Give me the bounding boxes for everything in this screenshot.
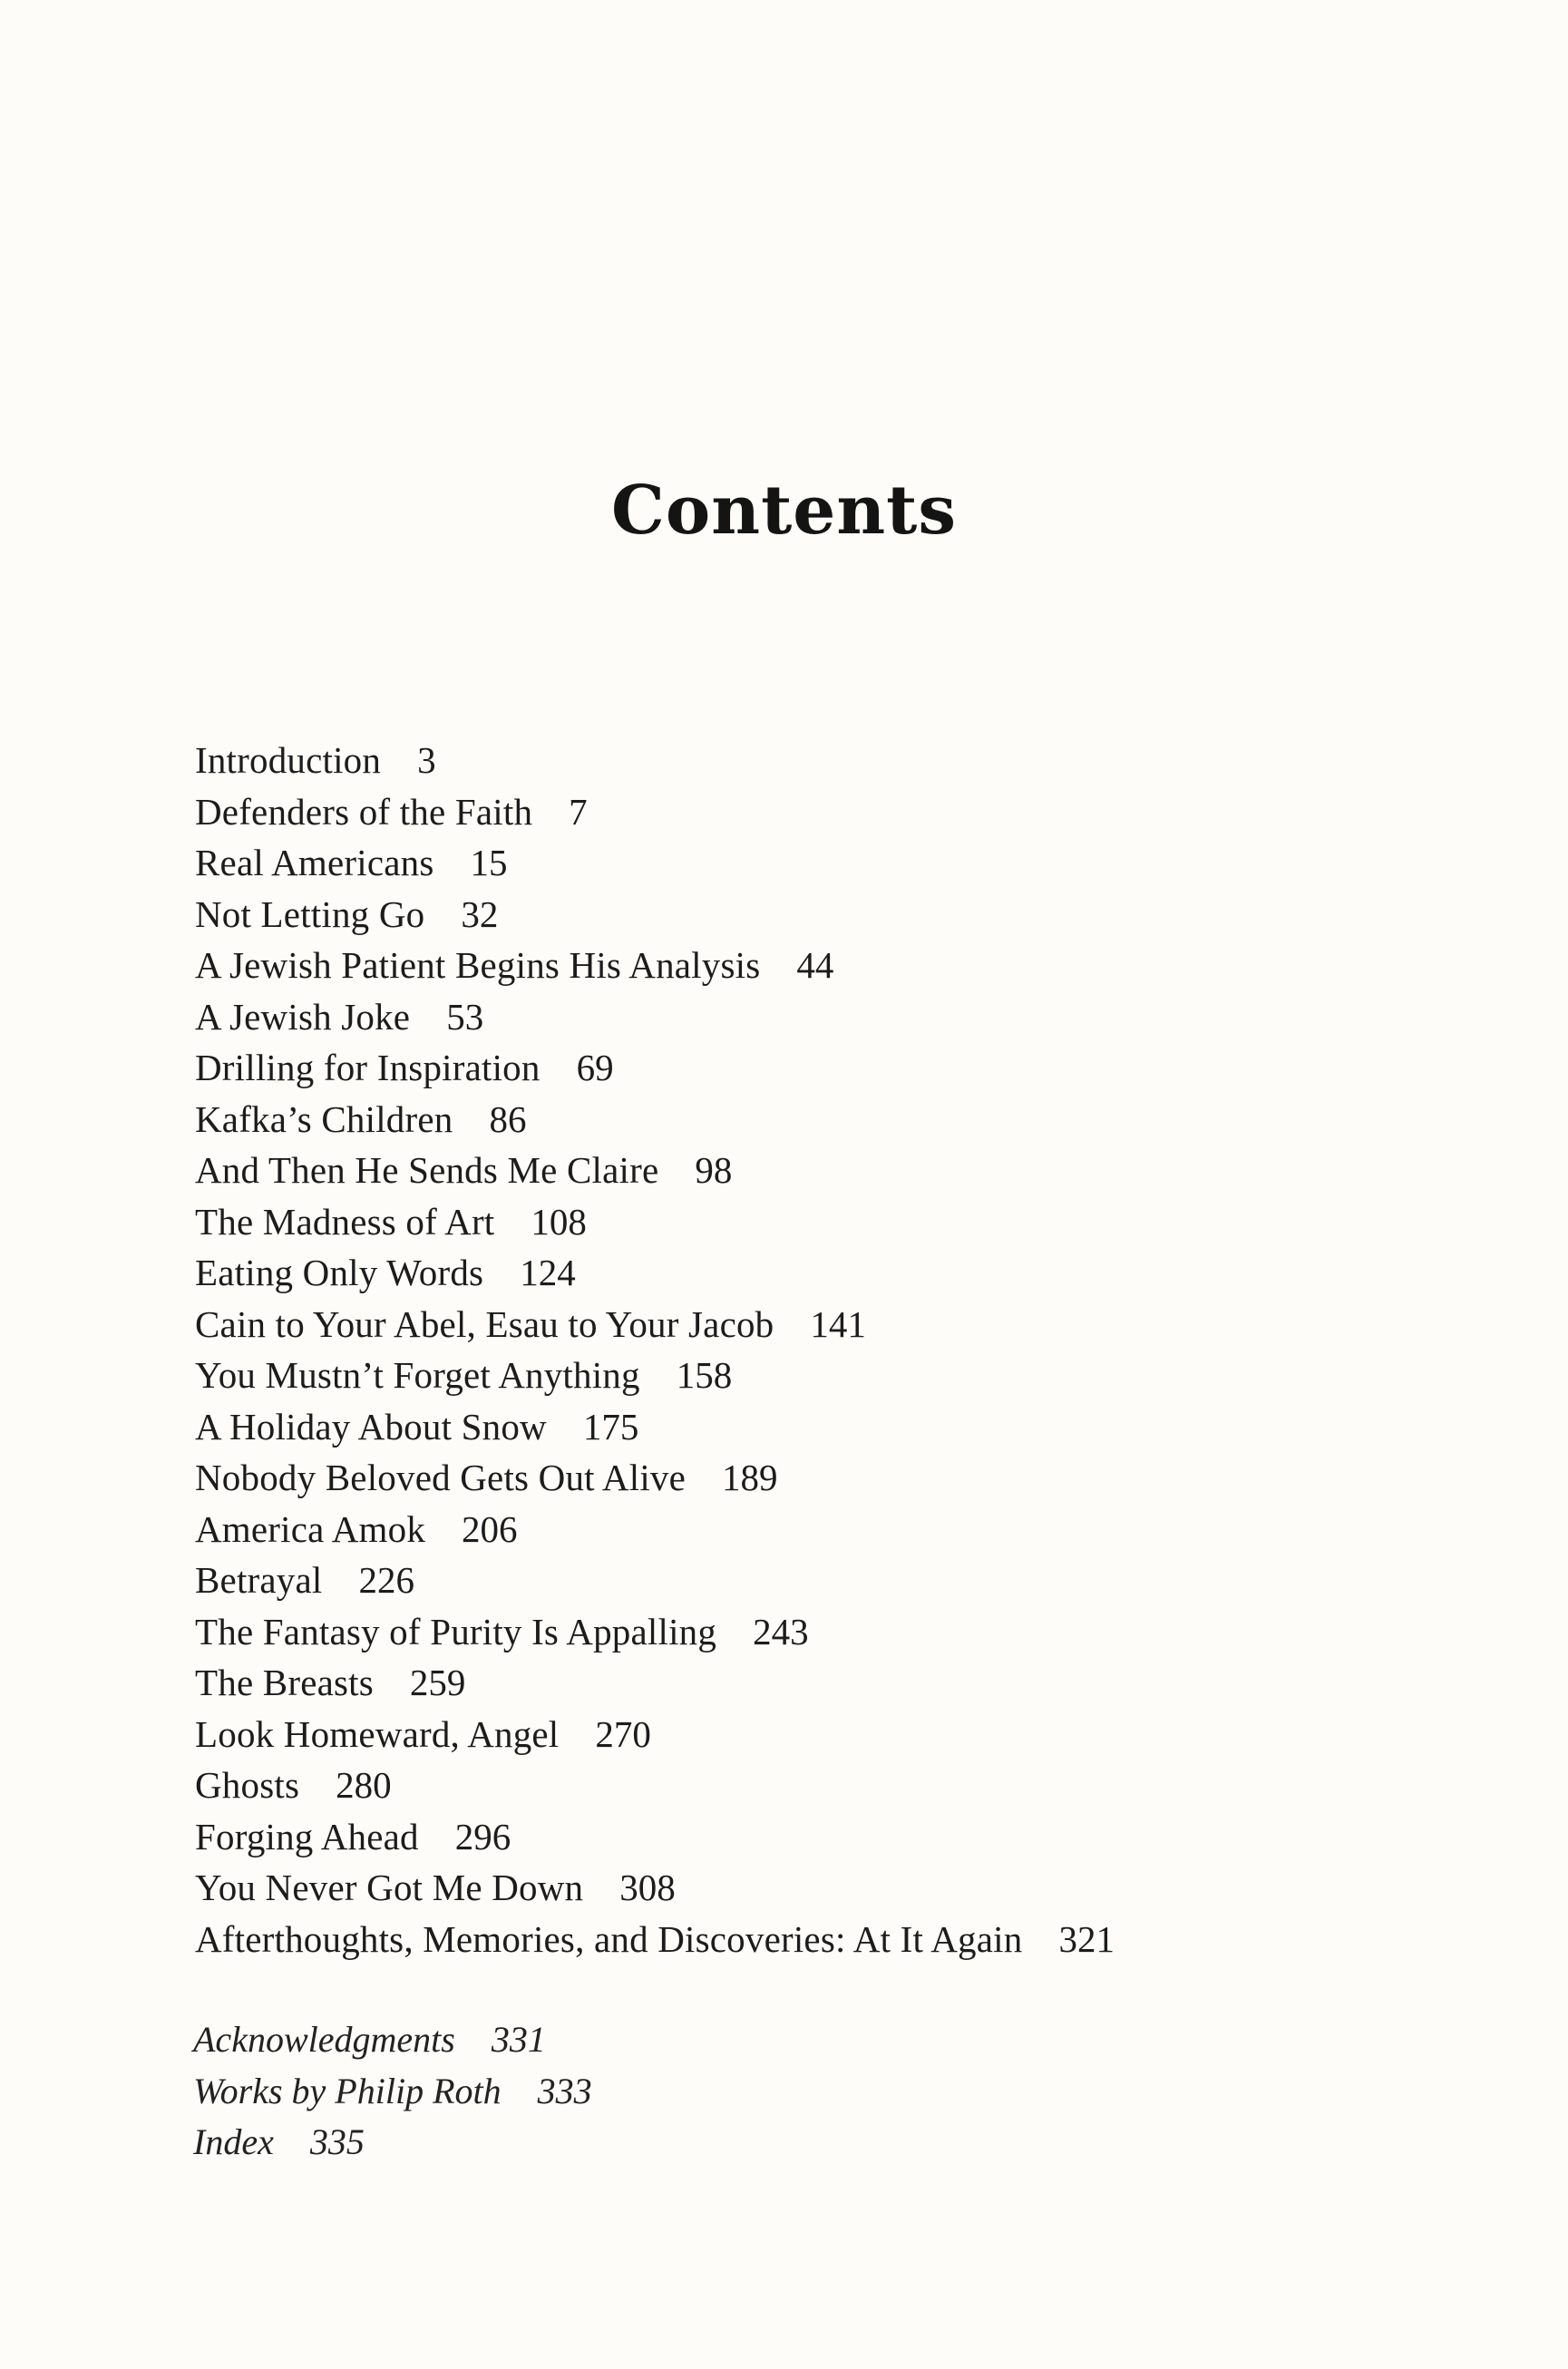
toc-entry-page: 15 <box>470 842 508 883</box>
toc-entry-page: 7 <box>569 790 588 833</box>
toc-entry-title: Betrayal <box>195 1559 323 1601</box>
toc-entry-page: 175 <box>582 1405 639 1448</box>
toc-entry <box>195 786 1374 838</box>
toc-entry-page: 3 <box>417 739 436 781</box>
toc-entry <box>195 1914 1374 1965</box>
toc-entry <box>195 1760 1374 1811</box>
toc-entry-page: 270 <box>595 1712 651 1755</box>
toc-entry <box>195 1145 1374 1196</box>
toc-entry-page: 308 <box>619 1867 676 1908</box>
toc-entry-title: Not Letting Go <box>195 892 425 935</box>
toc-entry <box>195 1350 1374 1401</box>
toc-entry-title: Drilling for Inspiration <box>195 1047 541 1088</box>
toc-entry <box>195 1555 1374 1606</box>
back-matter-title: Index <box>193 2121 274 2162</box>
toc-entry <box>195 889 1374 941</box>
toc-entry <box>195 735 1374 786</box>
back-matter-page: 331 <box>491 2019 546 2060</box>
back-matter-entry <box>193 2014 1100 2066</box>
toc-entry-page: 108 <box>531 1200 587 1243</box>
toc-entry-title: Introduction <box>195 739 382 781</box>
back-matter-page: 335 <box>309 2121 365 2162</box>
toc-entry <box>195 1504 1374 1555</box>
back-matter-entry <box>193 2066 1100 2118</box>
toc-entry-title: A Jewish Joke <box>195 995 411 1038</box>
toc-entry <box>195 1862 1374 1914</box>
toc-entry-title: Cain to Your Abel, Esau to Your Jacob <box>195 1302 774 1345</box>
toc-entry-page: 141 <box>810 1302 866 1345</box>
toc-entry-title: You Never Got Me Down <box>195 1867 584 1908</box>
toc-entry <box>195 1811 1374 1863</box>
toc-entry-title: America Amok <box>195 1507 426 1550</box>
toc-entry <box>195 1709 1374 1760</box>
toc-entry-title: Eating Only Words <box>195 1252 484 1293</box>
toc-entry-page: 53 <box>446 995 484 1038</box>
toc-entry <box>195 1299 1374 1350</box>
toc-entry-page: 189 <box>722 1457 778 1498</box>
back-matter-title: Works by Philip Roth <box>193 2070 502 2111</box>
back-matter-entry <box>193 2117 1100 2169</box>
toc-entry-page: 44 <box>796 944 834 986</box>
toc-entry-page: 124 <box>520 1252 576 1293</box>
table-of-contents <box>195 735 1374 1964</box>
toc-entry <box>195 940 1374 991</box>
toc-entry-title: And Then He Sends Me Claire <box>195 1149 659 1191</box>
toc-entry-page: 243 <box>753 1610 809 1652</box>
toc-entry-title: Kafka’s Children <box>195 1097 453 1140</box>
toc-entry-page: 296 <box>454 1815 511 1857</box>
toc-entry-page: 206 <box>462 1507 518 1550</box>
toc-entry-title: Ghosts <box>195 1764 300 1806</box>
toc-entry-title: The Breasts <box>195 1662 374 1703</box>
toc-entry-page: 69 <box>576 1047 614 1088</box>
toc-entry <box>195 1606 1374 1658</box>
toc-entry-title: Forging Ahead <box>195 1815 419 1857</box>
toc-entry <box>195 1401 1374 1453</box>
toc-entry-title: A Holiday About Snow <box>195 1405 547 1448</box>
toc-entry-page: 259 <box>409 1662 466 1703</box>
back-matter-list <box>193 2014 1100 2169</box>
back-matter-title: Acknowledgments <box>193 2019 455 2060</box>
toc-entry-title: Real Americans <box>195 842 434 883</box>
toc-entry-page: 158 <box>676 1354 733 1396</box>
toc-entry-title: Nobody Beloved Gets Out Alive <box>195 1457 687 1498</box>
toc-entry <box>195 1452 1374 1504</box>
toc-entry-page: 226 <box>358 1559 414 1601</box>
toc-entry <box>195 1247 1374 1299</box>
toc-entry-title: Look Homeward, Angel <box>195 1712 560 1755</box>
toc-entry-title: You Mustn’t Forget Anything <box>195 1354 640 1396</box>
toc-entry-page: 86 <box>489 1097 527 1140</box>
toc-entry-title: A Jewish Patient Begins His Analysis <box>195 944 761 986</box>
toc-entry-title: Defenders of the Faith <box>195 790 533 833</box>
back-matter-page: 333 <box>537 2070 592 2111</box>
toc-entry-page: 321 <box>1058 1917 1115 1960</box>
toc-entry-page: 32 <box>461 892 499 935</box>
toc-entry-page: 98 <box>695 1149 733 1191</box>
toc-entry <box>195 1094 1374 1146</box>
toc-entry-title: The Fantasy of Purity Is Appalling <box>195 1610 717 1652</box>
toc-entry <box>195 1196 1374 1248</box>
toc-entry <box>195 1657 1374 1709</box>
page-title: Contents <box>611 472 957 550</box>
toc-entry-title: The Madness of Art <box>195 1200 495 1243</box>
toc-entry <box>195 837 1374 889</box>
toc-entry-page: 280 <box>336 1764 392 1806</box>
toc-entry <box>195 991 1374 1043</box>
toc-entry-title: Afterthoughts, Memories, and Discoveries: At It Again <box>195 1917 1023 1960</box>
toc-entry <box>195 1042 1374 1094</box>
